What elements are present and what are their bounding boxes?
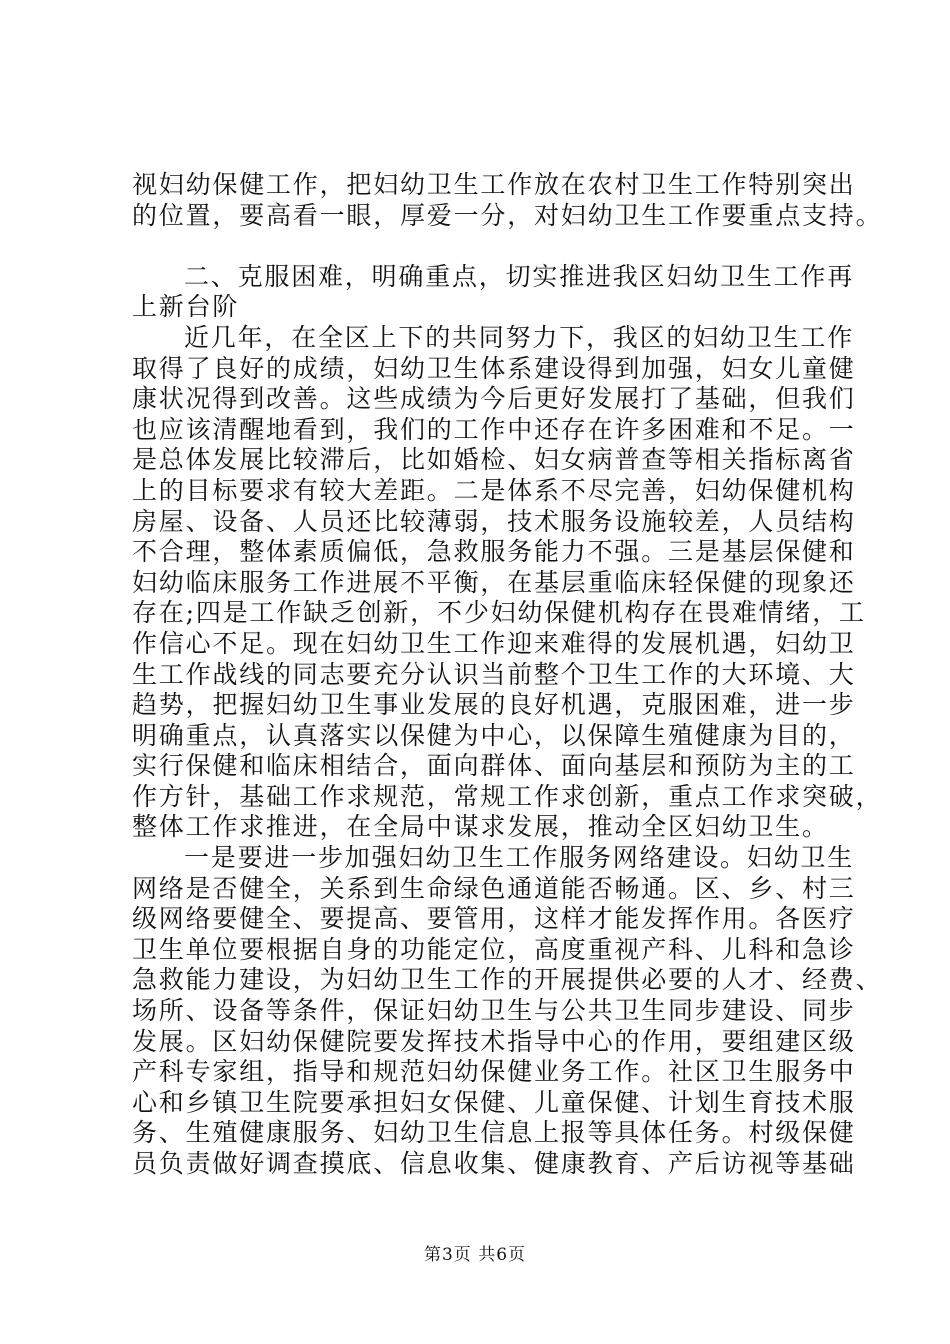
text-line: 生工作战线的同志要充分认识当前整个卫生工作的大环境、大 — [132, 659, 856, 689]
section-heading-line: 上新台阶 — [132, 292, 240, 322]
text-line: 近几年，在全区上下的共同努力下，我区的妇幼卫生工作 — [184, 322, 855, 352]
page-number-footer: 第3页 共6页 — [423, 1245, 527, 1265]
text-line: 康状况得到改善。这些成绩为今后更好发展打了基础，但我们 — [132, 384, 856, 414]
document-body — [132, 170, 883, 1180]
text-line: 取得了良好的成绩，妇幼卫生体系建设得到加强，妇女儿童健 — [132, 353, 856, 383]
text-line: 员负责做好调查摸底、信息收集、健康教育、产后访视等基础 — [132, 1149, 856, 1178]
text-line: 产科专家组，指导和规范妇幼保健业务工作。社区卫生服务中 — [132, 1057, 856, 1087]
text-line: 不合理，整体素质偏低，急救服务能力不强。三是基层保健和 — [132, 537, 856, 567]
text-line: 作信心不足。现在妇幼卫生工作迎来难得的发展机遇，妇幼卫 — [132, 628, 856, 658]
text-line: 房屋、设备、人员还比较薄弱，技术服务设施较差，人员结构 — [132, 506, 856, 536]
text-line: 整体工作求推进，在全局中谋求发展，推动全区妇幼卫生。 — [132, 812, 829, 842]
text-line: 心和乡镇卫生院要承担妇女保健、儿童保健、计划生育技术服 — [132, 1087, 856, 1117]
text-line: 也应该清醒地看到，我们的工作中还存在许多困难和不足。一 — [132, 414, 856, 444]
blank-line — [132, 231, 838, 262]
text-line: 趋势，把握妇幼卫生事业发展的良好机遇，克服困难，进一步 — [132, 690, 856, 720]
text-line: 实行保健和临床相结合，面向群体、面向基层和预防为主的工 — [132, 751, 856, 781]
text-line: 一是要进一步加强妇幼卫生工作服务网络建设。妇幼卫生 — [184, 843, 855, 873]
text-line: 作方针，基础工作求规范，常规工作求创新，重点工作求突破， — [132, 781, 883, 811]
text-line: 明确重点，认真落实以保健为中心，以保障生殖健康为目的， — [132, 720, 856, 750]
text-line: 是总体发展比较滞后，比如婚检、妇女病普查等相关指标离省 — [132, 445, 856, 475]
text-line: 的位置，要高看一眼，厚爱一分，对妇幼卫生工作要重点支持。 — [132, 200, 883, 230]
text-line: 级网络要健全、要提高、要管用，这样才能发挥作用。各医疗 — [132, 904, 856, 934]
text-line: 妇幼临床服务工作进展不平衡，在基层重临床轻保健的现象还 — [132, 567, 856, 597]
text-line: 网络是否健全，关系到生命绿色通道能否畅通。区、乡、村三 — [132, 873, 856, 903]
text-line: 上的目标要求有较大差距。二是体系不尽完善，妇幼保健机构 — [132, 475, 856, 505]
text-line: 务、生殖健康服务、妇幼卫生信息上报等具体任务。村级保健 — [132, 1118, 856, 1148]
text-line: 场所、设备等条件，保证妇幼卫生与公共卫生同步建设、同步 — [132, 996, 856, 1026]
text-line: 视妇幼保健工作，把妇幼卫生工作放在农村卫生工作特别突出 — [132, 170, 856, 199]
text-line: 发展。区妇幼保健院要发挥技术指导中心的作用，要组建区级 — [132, 1026, 856, 1056]
text-line: 急救能力建设，为妇幼卫生工作的开展提供必要的人才、经费、 — [132, 965, 883, 995]
text-line: 存在;四是工作缺乏创新，不少妇幼保健机构存在畏难情绪，工 — [132, 598, 866, 628]
section-heading-line: 二、克服困难，明确重点，切实推进我区妇幼卫生工作再 — [184, 261, 855, 291]
text-line: 卫生单位要根据自身的功能定位，高度重视产科、儿科和急诊 — [132, 934, 856, 964]
